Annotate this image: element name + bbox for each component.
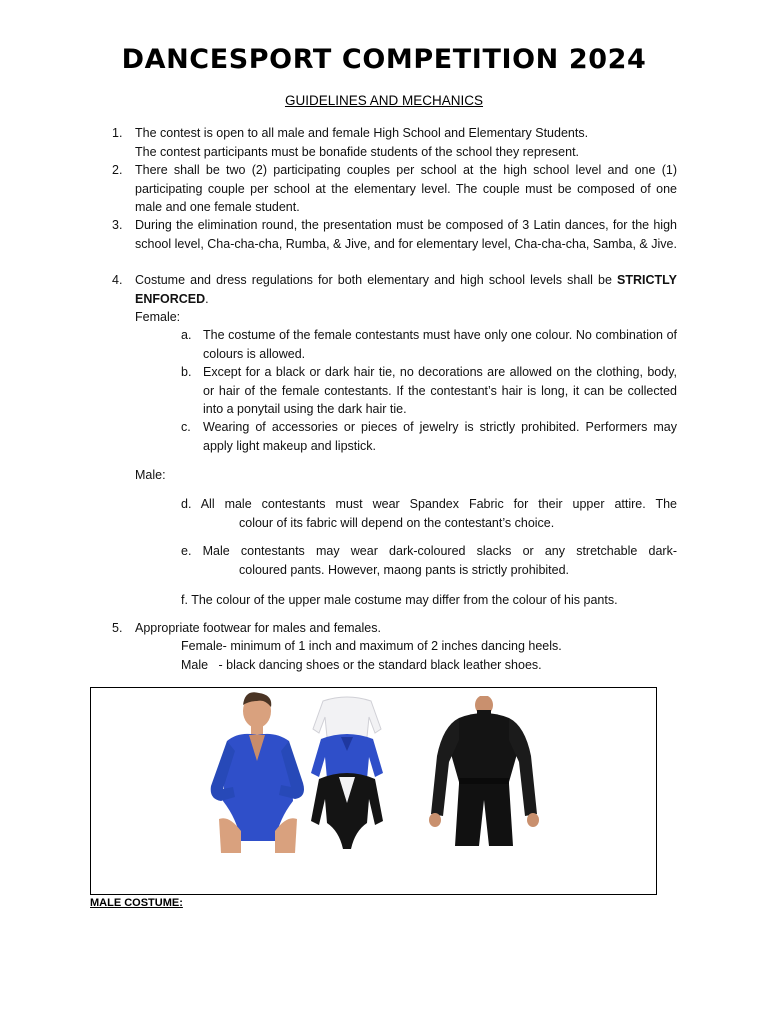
male-item-line: d. All male contestants must wear Spandex Fabric for their upper attire. The xyxy=(181,497,677,511)
rule-number: 3. xyxy=(112,218,123,232)
rule-number: 1. xyxy=(112,126,123,140)
male-label: Male: xyxy=(135,468,166,482)
costume-image-frame xyxy=(90,687,657,895)
footwear-male: Male - black dancing shoes or the standard black leather shoes. xyxy=(181,658,542,672)
rule-emphasis: STRICTLY ENFORCED xyxy=(135,273,677,306)
rule-item: During the elimination round, the presentation must be composed of 3 Latin dances, for the high school level, Cha-cha-cha, Rumba, & Jive, and for elementary level, Cha-cha-cha, Samba, & Jive. xyxy=(135,218,677,251)
male-item-line: f. The colour of the upper male costume may differ from the colour of his pants. xyxy=(181,593,618,607)
rule-text-end: . xyxy=(205,291,209,306)
female-item: The costume of the female contestants must have only one colour. No combination of colours is allowed. xyxy=(203,328,677,361)
female-item-letter: b. xyxy=(181,365,192,379)
blue-bodysuit-model-image xyxy=(209,691,309,856)
male-item-line: e. Male contestants may wear dark-coloured slacks or any stretchable dark- xyxy=(181,544,677,558)
page-title: DANCESPORT COMPETITION 2024 xyxy=(121,44,647,75)
female-item: Wearing of accessories or pieces of jewelry is strictly prohibited. Performers may apply light makeup and lipstick. xyxy=(203,420,677,453)
rule-item: Appropriate footwear for males and females. xyxy=(135,621,381,635)
female-item-letter: c. xyxy=(181,420,191,434)
rule-line: The contest participants must be bonafide students of the school they represent. xyxy=(135,144,580,159)
female-item-letter: a. xyxy=(181,328,192,342)
male-item xyxy=(181,591,677,610)
bodysuit-color-variants-image xyxy=(309,693,385,853)
male-item xyxy=(181,495,677,532)
rule-number: 5. xyxy=(112,621,123,635)
female-item: Except for a black or dark hair tie, no decorations are allowed on the clothing, body, or hair of the female contestants. If the contestant’s hair is long, it can be collected into a ponytail using the dark hair tie. xyxy=(203,365,677,416)
rule-item: There shall be two (2) participating couples per school at the high school level and one (1) participating couple per school at the elementary level. The couple must be composed of one male and one female student. xyxy=(135,163,677,214)
black-costume-model-image xyxy=(421,696,551,848)
rule-item xyxy=(135,124,677,161)
rule-number: 4. xyxy=(112,273,123,287)
figure-caption: MALE COSTUME: xyxy=(90,897,183,909)
rule-number: 2. xyxy=(112,163,123,177)
male-item-line: coloured pants. However, maong pants is strictly prohibited. xyxy=(239,562,570,577)
rule-line: The contest is open to all male and female High School and Elementary Students. xyxy=(135,126,589,140)
rule-item xyxy=(135,271,677,308)
rule-text: Costume and dress regulations for both elementary and high school levels shall be xyxy=(135,273,612,287)
page-subtitle: GUIDELINES AND MECHANICS xyxy=(284,93,484,108)
male-item-line: colour of its fabric will depend on the contestant’s choice. xyxy=(239,515,555,530)
female-label: Female: xyxy=(135,310,181,324)
male-item xyxy=(181,542,677,579)
footwear-female: Female- minimum of 1 inch and maximum of 2 inches dancing heels. xyxy=(181,639,562,653)
